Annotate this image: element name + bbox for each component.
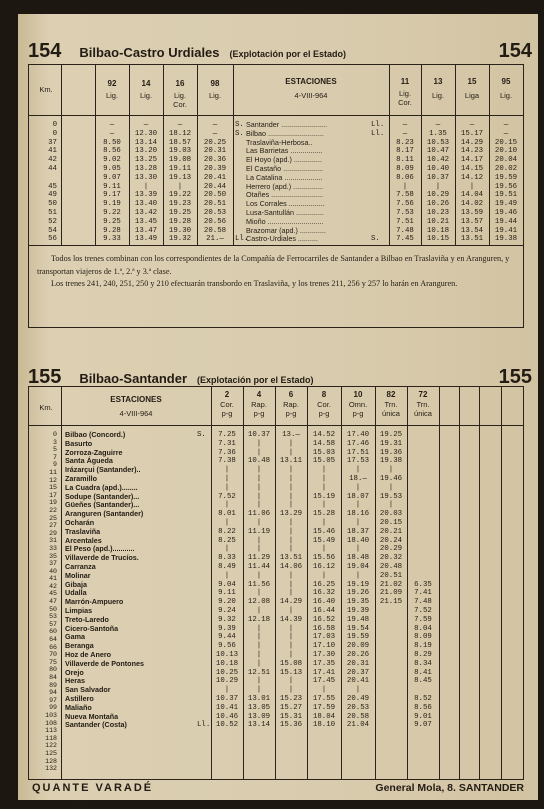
publisher-address: General Mola, 8. SANTANDER <box>375 782 524 794</box>
train-92-times: — — 8.50 8.56 9.02 9.05 9.07 9.11 9.17 9.19 9.22 9.25 9.28 9.33 <box>103 121 121 244</box>
train-class: Lig. <box>105 91 119 100</box>
train-8-times: 14.52 14.58 15.03 15.05 | | | 15.19 | 15.28 | 15.46 15.49 | 15.56 16.12 | 16.25 16.32 16.40 16.44 16.52 16.58 17.03 17.10 17.30 17.35 17.41 17.45 | 17.55 17.59 18.04 18.10 <box>312 431 336 730</box>
timetable-date: 4-VIII-964 <box>119 409 153 418</box>
note-paragraph: Todos los trenes combinan con los correspondientes de la Compañía de Ferrocarriles de Santander a Bilbao en Traslaviña y en Aranguren, y transportan viajeros de 1.ª, 2.ª y 3.ª clase. <box>37 254 510 276</box>
train-class: Rap. p-g <box>251 400 267 418</box>
timetable-date: 4-VIII-964 <box>294 91 328 100</box>
train-class: Lig. Cor. <box>398 89 412 107</box>
train-class: Omn. p-g <box>348 400 368 418</box>
train-number: 4 <box>256 390 262 399</box>
train-class: Lig. Cor. <box>173 91 187 109</box>
train-number: 8 <box>321 390 327 399</box>
train-13-times: — 1.35 10.53 10.47 10.42 10.40 10.37 | 10.29 10.26 10.23 10.21 10.18 10.15 <box>426 121 450 244</box>
train-82-times: 19.25 19.31 19.36 19.38 | 19.46 | 19.53 | 20.03 20.15 20.21 20.24 20.29 20.32 20.48 20.51 21.02 21.09 21.15 <box>379 431 403 607</box>
train-number: 2 <box>224 390 230 399</box>
train-number: 16 <box>175 79 185 88</box>
arrival-marks: Ll. Ll. S. <box>371 121 385 244</box>
train-98-times: — — 20.25 20.31 20.36 20.39 20.41 20.44 20.50 20.51 20.53 20.56 20.58 21.— <box>203 121 227 244</box>
train-number: 10 <box>353 390 363 399</box>
train-10-times: 17.40 17.46 17.51 17.53 | 18.— | 18.07 | 18.16 | 18.37 18.40 | 18.48 19.04 | 19.19 19.26 19.35 19.39 19.48 19.54 19.59 20.09 20.26 20.31 20.37 20.41 | 20.49 20.53 20.58 21.04 <box>346 431 370 730</box>
stations-header: ESTACIONES <box>110 395 162 404</box>
train-number: 95 <box>501 77 511 86</box>
train-number: 11 <box>400 77 410 86</box>
train-class: Lig. <box>431 91 445 100</box>
train-15-times: — 15.17 14.29 14.23 14.17 14.15 14.12 | 14.04 14.02 13.59 13.57 13.54 13.51 <box>460 121 484 244</box>
train-16-times: — 18.12 18.57 19.03 19.08 19.11 19.13 | 19.22 19.23 19.25 19.28 19.30 19.32 <box>168 121 192 244</box>
table-subtitle: (Explotación por el Estado) <box>197 375 314 385</box>
table-number: 155 <box>28 366 62 388</box>
train-class: Cor. p-g <box>317 400 331 418</box>
stations-header: ESTACIONES <box>285 77 337 86</box>
train-class: Cor. p-g <box>220 400 234 418</box>
train-number: 82 <box>386 390 396 399</box>
timetable-page <box>18 14 538 809</box>
km-column: 0 3 5 7 9 11 12 15 17 19 22 25 27 29 31 33 35 37 40 41 42 45 47 50 53 57 60 64 66 70 75 80 84 89 94 97 99 103 108 113 118 122 125 128 132 <box>45 431 57 773</box>
km-column: 0 0 37 41 42 44 45 49 50 51 52 54 56 <box>48 121 57 244</box>
table-number-right: 155 <box>498 366 532 388</box>
train-number: 15 <box>467 77 477 86</box>
train-class: Lig. <box>139 91 153 100</box>
table-154-header <box>28 40 532 63</box>
publisher-name: QUANTE VARADÉ <box>32 782 154 794</box>
train-class: Lig. <box>208 91 222 100</box>
train-6-times: 13.— | | 13.11 | | | | | 13.29 | | | | 13.51 14.06 | | | 14.29 | 14.39 | | | | 15.08 15.13 | | 15.23 15.27 15.31 15.36 <box>279 431 303 730</box>
note-paragraph: Los trenes 241, 240, 251, 250 y 210 efectuarán transbordo en Traslaviña, y los trenes 211, 256 y 257 lo harán en Aranguren. <box>51 279 458 288</box>
train-number: 13 <box>433 77 443 86</box>
train-4-times: 10.37 | | 10.48 | | | | | 11.06 | 11.19 | | 11.29 11.44 | 11.56 | 12.08 | 12.18 | | | | | 12.51 | | 13.01 13.05 13.09 13.14 <box>247 431 271 730</box>
train-11-times: — — 8.23 8.17 8.11 8.09 8.06 | 7.58 7.56 7.53 7.51 7.48 7.45 <box>396 121 414 244</box>
train-class: Lig. <box>499 91 513 100</box>
train-72-times: 6.35 7.41 7.48 7.52 7.59 8.04 8.09 8.19 8.29 8.34 8.41 8.45 8.52 8.56 9.01 9.07 <box>414 580 432 730</box>
departure-marks: S. S. Ll. <box>235 121 249 244</box>
table-154-frame <box>28 64 524 328</box>
train-95-times: — — 20.15 20.10 20.04 20.02 19.59 19.56 19.51 19.49 19.46 19.44 19.41 19.38 <box>494 121 518 244</box>
train-number: 92 <box>107 79 117 88</box>
table-number: 154 <box>28 40 62 62</box>
train-class: Trn. única <box>382 400 400 418</box>
train-number: 6 <box>288 390 294 399</box>
train-14-times: — 12.30 13.14 13.20 13.25 13.28 13.30 | 13.39 13.40 13.42 13.45 13.47 13.49 <box>134 121 158 244</box>
station-list: Santander ....................... Bilbao ............................ Traslaviña-Herbosa.. Las Barrietas ................ El Hoyo (apd.) .............. El Castaño .................... La Catalina ................... Herrero (apd.) ............... Otañes .......................... Los Corrales .................. Lusa-Santullán .............. Mioño ............................ Brazomar (apd.) ............. Castro-Urdiales .......... <box>246 120 328 244</box>
train-number: 14 <box>141 79 151 88</box>
page-footer <box>32 782 524 794</box>
station-marks: S. Ll. <box>197 431 211 730</box>
train-number: 72 <box>418 390 428 399</box>
train-class: Trn. única <box>414 400 432 418</box>
train-class: Rap. p-g <box>283 400 299 418</box>
table-number-right: 154 <box>498 40 532 62</box>
train-class: Liga <box>464 91 480 100</box>
table-title: Bilbao-Castro Urdiales <box>79 45 220 60</box>
page-number: — 101 — <box>64 800 96 809</box>
train-number: 98 <box>210 79 220 88</box>
train-2-times: 7.25 7.31 7.36 7.38 | | | 7.52 | 8.01 | 8.22 8.25 | 8.33 8.49 | 9.04 9.11 9.20 9.24 9.32 9.39 9.44 9.56 10.13 10.18 10.25 10.29 | 10.37 10.41 10.46 10.52 <box>215 431 239 730</box>
km-header: Km. <box>39 85 53 94</box>
station-list: Bilbao (Concord.) Basurto Zorroza-Zaguirre Santa Águeda Irázarçui (Santander).. Zaramillo La Cuadra (apd.)........ Sodupe (Santander)... Güeñes (Santander)... Aranguren (Santander) Ocharán Traslaviña Arcentales El Peso (apd.)........... Villaverde de Trucíos. Carranza Molinar Gibaja Udalla Marrón-Ampuero Limpias Treto-Laredo Cicero-Santoña Gama Beranga Hoz de Anero Villaverde de Pontones Orejo Heras San Salvador Astillero Maliaño Nueva Montaña Santander (Costa) <box>65 430 144 730</box>
table-subtitle: (Explotación por el Estado) <box>229 49 347 59</box>
table-154-notes <box>37 253 515 291</box>
table-155-frame <box>28 386 524 780</box>
table-title: Bilbao-Santander <box>79 371 187 386</box>
km-header: Km. <box>39 403 53 412</box>
